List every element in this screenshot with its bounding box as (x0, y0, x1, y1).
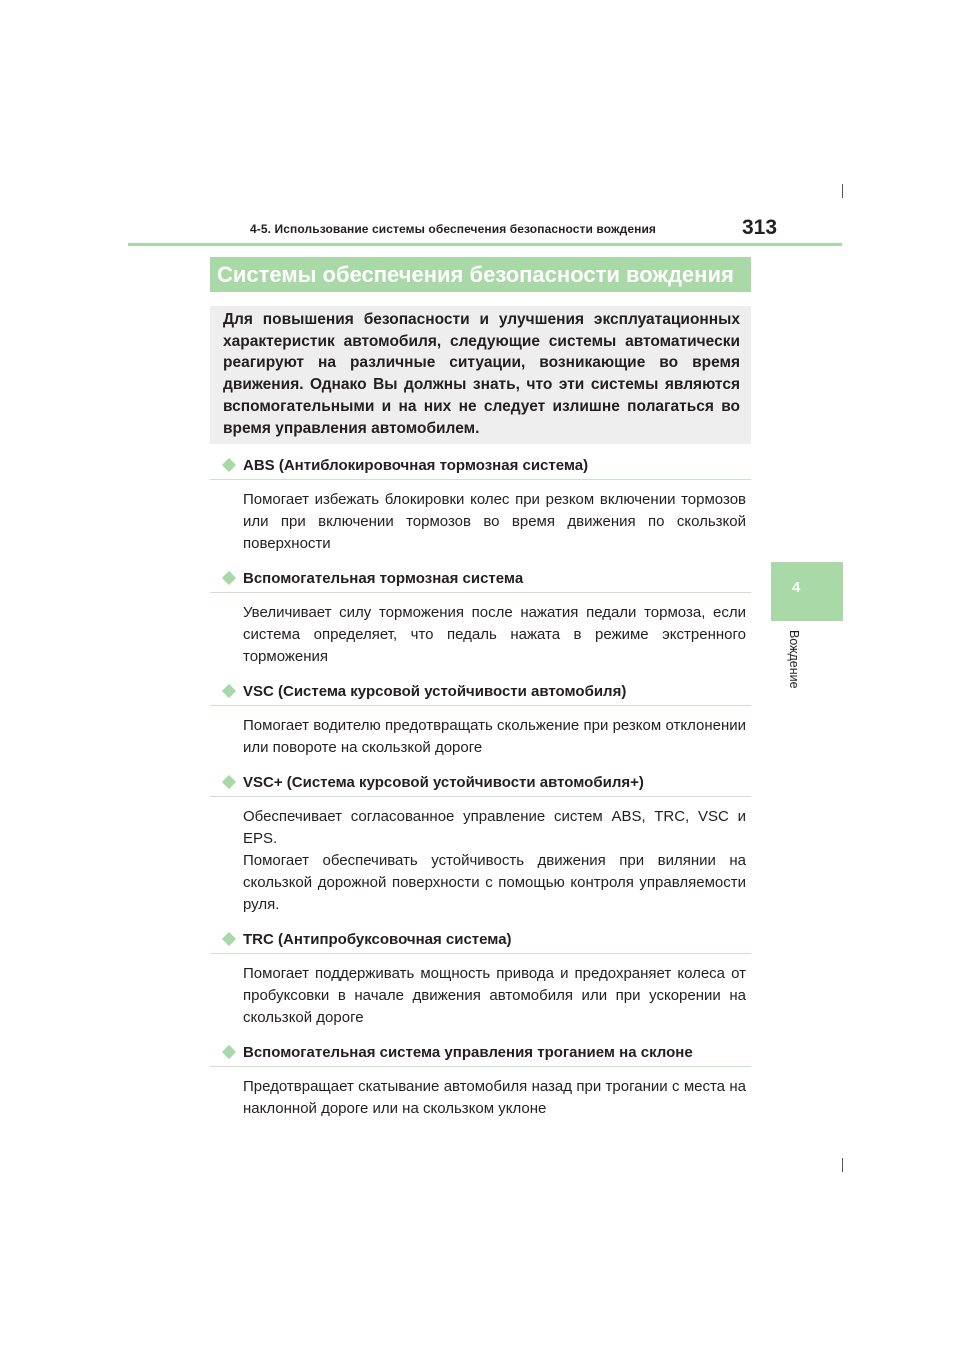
section-body (210, 806, 751, 916)
section-body (210, 1076, 751, 1120)
section-paragraph: Обеспечивает согласованное управление систем ABS, TRC, VSC и EPS. (243, 808, 746, 847)
section-vsc (210, 680, 751, 759)
crop-mark-top (842, 184, 843, 198)
section-heading (210, 1041, 751, 1067)
diamond-bullet-icon (222, 458, 236, 472)
section-title: Вспомогательная тормозная система (243, 570, 524, 587)
section-paragraph: Помогает поддерживать мощность привода и предохраняет колеса от пробуксовки в начале движения автомобиля или при ускорении на скользкой дороге (243, 965, 746, 1026)
section-paragraph: Помогает обеспечивать устойчивость движения при вилянии на скользкой дорожной поверхности с помощью контроля управляемости руля. (243, 852, 746, 913)
chapter-label: Вождение (787, 630, 801, 689)
section-title: ABS (Антиблокировочная тормозная система) (243, 457, 589, 474)
section-body (210, 715, 751, 759)
section-title: TRC (Антипробуксовочная система) (243, 931, 512, 948)
section-body (210, 489, 751, 555)
diamond-bullet-icon (222, 571, 236, 585)
section-body (210, 602, 751, 668)
section-title: VSC+ (Система курсовой устойчивости автомобиля+) (243, 774, 644, 791)
header-rule (128, 243, 842, 246)
section-abs (210, 454, 751, 555)
section-paragraph: Предотвращает скатывание автомобиля назад при трогании с места на наклонной дороге или на скользком уклоне (243, 1078, 746, 1117)
section-vsc-plus (210, 771, 751, 916)
page-number: 313 (742, 216, 778, 239)
diamond-bullet-icon (222, 775, 236, 789)
running-head: 4-5. Использование системы обеспечения безопасности вождения (250, 222, 657, 236)
sections-list (210, 454, 751, 1132)
section-heading (210, 928, 751, 954)
chapter-tab: 4 (771, 562, 843, 621)
section-title: VSC (Система курсовой устойчивости автомобиля) (243, 683, 627, 700)
section-paragraph: Помогает водителю предотвращать скольжение при резком отклонении или повороте на скользкой дороге (243, 717, 746, 756)
section-title: Вспомогательная система управления троганием на склоне (243, 1044, 693, 1061)
page-title: Системы обеспечения безопасности вождения (210, 257, 751, 292)
diamond-bullet-icon (222, 1045, 236, 1059)
section-paragraph: Увеличивает силу торможения после нажатия педали тормоза, если система определяет, что педаль нажата в режиме экстренного торможения (243, 604, 746, 665)
diamond-bullet-icon (222, 684, 236, 698)
section-body (210, 963, 751, 1029)
diamond-bullet-icon (222, 932, 236, 946)
section-heading (210, 454, 751, 480)
section-brake-assist (210, 567, 751, 668)
section-heading (210, 567, 751, 593)
section-heading (210, 771, 751, 797)
crop-mark-bottom (842, 1158, 843, 1172)
section-hill-start-assist (210, 1041, 751, 1120)
section-trc (210, 928, 751, 1029)
section-paragraph: Помогает избежать блокировки колес при резком включении тормозов или при включении тормозов во время движения по скользкой поверхности (243, 491, 746, 552)
section-heading (210, 680, 751, 706)
intro-box: Для повышения безопасности и улучшения эксплуатационных характеристик автомобиля, следующие системы автоматически реагируют на различные ситуации, возникающие во время движения. Однако Вы должны знать, что эти системы являются вспомогательными и на них не следует излишне полагаться во время управления автомобилем. (210, 306, 751, 444)
